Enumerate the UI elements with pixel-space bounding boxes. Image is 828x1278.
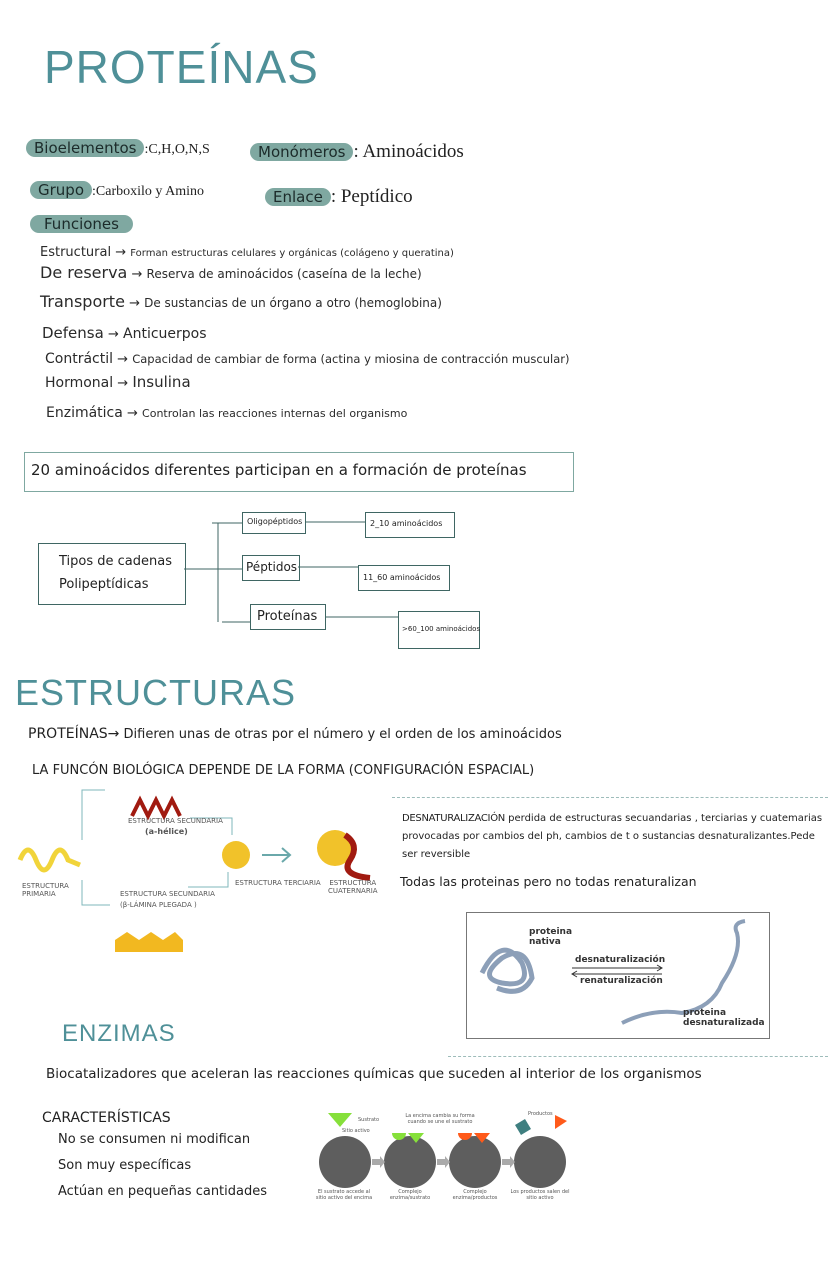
funcion-name: Enzimática — [46, 405, 123, 421]
label-terciaria: ESTRUCTURA TERCIARIA — [235, 879, 321, 887]
funcion-item — [42, 324, 207, 342]
grupo-label: Grupo — [30, 181, 92, 199]
label-primaria: ESTRUCTURA PRIMARIA — [22, 882, 69, 898]
arrow-icon: → — [131, 267, 143, 282]
funcion-name: Contráctil — [45, 351, 114, 367]
funcion-name: De reserva — [40, 263, 128, 282]
funcion-desc: Insulina — [132, 373, 191, 391]
funcion-item — [46, 405, 407, 421]
proteinas-desc: Difieren unas de otras por el número y el orden de los aminoácidos — [123, 727, 562, 742]
caracteristica-item: No se consumen ni modifican — [58, 1132, 251, 1147]
caption: Complejo enzima/productos — [452, 1189, 498, 1201]
branch-proteinas — [250, 604, 326, 630]
funcion-name: Estructural — [40, 245, 112, 260]
cadenas-root-line2: Polipeptídicas — [59, 577, 149, 592]
funcion-item — [45, 351, 569, 367]
caracteristica-item: Son muy específicas — [58, 1158, 192, 1173]
arrow-icon: → — [117, 352, 129, 367]
label-sitio-activo: Sitio activo — [342, 1128, 370, 1134]
funcion-item — [40, 245, 454, 260]
funcion-desc: Anticuerpos — [123, 326, 207, 342]
label-sustrato: Sustrato — [358, 1117, 380, 1123]
arrow-icon: → — [117, 376, 129, 391]
caption: Los productos salen del sitio activo — [510, 1189, 570, 1201]
range-label: >60_100 aminoácidos — [402, 625, 481, 633]
funcion-item — [40, 292, 442, 311]
label-nativa: proteina nativa — [529, 927, 573, 947]
monomeros-value: : Aminoácidos — [353, 141, 464, 162]
funcion-desc: Capacidad de cambiar de forma (actina y miosina de contracción muscular) — [132, 352, 570, 366]
primaria-shape — [20, 850, 80, 870]
funcion-item — [40, 263, 422, 282]
label-beta: ESTRUCTURA SECUNDARIA — [120, 890, 215, 898]
funcion-desc: Forman estructuras celulares y orgánicas (colágeno y queratina) — [130, 248, 454, 259]
label-cambio: La encima cambia su forma cuando se une el sustrato — [405, 1113, 475, 1125]
arrow-icon — [262, 848, 290, 862]
funcion-name: Defensa — [42, 324, 104, 342]
enzimas-title: ENZIMAS — [62, 1020, 176, 1047]
caption: Complejo enzima/sustrato — [389, 1189, 431, 1201]
enlace-label: Enlace — [265, 188, 331, 206]
estructuras-line1 — [28, 726, 562, 742]
estructuras-title: ESTRUCTURAS — [15, 672, 297, 713]
label-alfa: ESTRUCTURA SECUNDARIA — [128, 817, 223, 825]
bioelementos-label: Bioelementos — [26, 139, 144, 157]
enzimas-definition: Biocatalizadores que aceleran las reacciones químicas que suceden al interior de los organismos — [46, 1066, 702, 1082]
funcion-desc: De sustancias de un órgano a otro (hemoglobina) — [144, 296, 442, 310]
grupo — [30, 180, 204, 200]
funcion-item — [45, 373, 191, 391]
range-oligopeptidos — [365, 512, 455, 538]
caracteristicas-title: CARACTERÍSTICAS — [42, 1110, 171, 1126]
branch-peptidos — [242, 555, 300, 581]
desnaturalizacion-term: DESNATURALIZACIÓN — [402, 813, 505, 824]
bioelementos-value: :C,H,O,N,S — [144, 142, 210, 157]
funciones-label: Funciones — [30, 215, 133, 233]
alfa-helix-shape — [132, 800, 180, 816]
desnaturalizacion-text — [402, 810, 826, 864]
monomeros — [250, 141, 464, 163]
branch-label: Proteínas — [257, 609, 318, 624]
proteinas-label: PROTEÍNAS→ — [28, 726, 120, 742]
desnaturalizacion-figure — [466, 912, 770, 1039]
arrow-icon: → — [126, 406, 138, 421]
label-desnaturalizada: proteina desnaturalizada — [683, 1008, 765, 1028]
estructuras-line2: LA FUNCÓN BIOLÓGICA DEPENDE DE LA FORMA (CONFIGURACIÓN ESPACIAL) — [32, 763, 535, 778]
branch-label: Péptidos — [246, 560, 298, 574]
grupo-value: :Carboxilo y Amino — [92, 184, 204, 199]
funcion-desc: Reserva de aminoácidos (caseína de la leche) — [146, 267, 422, 281]
arrow-icon: → — [129, 296, 140, 311]
arrow-icon: → — [107, 327, 119, 342]
label-beta-sub: (β-LÁMINA PLEGADA ) — [120, 901, 197, 909]
monomeros-label: Monómeros — [250, 143, 353, 161]
label-cuaternaria: ESTRUCTURA CUATERNARIA — [328, 879, 378, 895]
range-proteinas — [398, 611, 480, 649]
label-renaturalizacion: renaturalización — [580, 976, 663, 986]
range-label: 11_60 aminoácidos — [363, 573, 441, 582]
enlace-value: : Peptídico — [330, 186, 413, 207]
beta-sheet-shape — [115, 932, 183, 952]
label-desnaturalizacion: desnaturalización — [575, 955, 666, 965]
branch-oligopeptidos — [242, 512, 306, 534]
enlace — [265, 186, 413, 208]
cadenas-root — [38, 543, 186, 605]
desnaturalizacion-desc: perdida de estructuras secuandarias , terciarias y cuatemarias provocadas por cambios del ph, cambios de t o sustancias desnaturalizantes.Pede ser reversible — [402, 813, 823, 860]
funcion-name: Hormonal — [45, 375, 114, 391]
branch-label: Oligopéptidos — [247, 517, 303, 526]
label-productos: Productos — [528, 1111, 553, 1117]
desnaturalizacion-note: Todas las proteinas pero no todas renaturalizan — [400, 874, 697, 889]
label-alfa-sub: (a-hélice) — [145, 827, 188, 836]
funcion-name: Transporte — [40, 292, 125, 311]
cadenas-root-line1: Tipos de cadenas — [59, 554, 172, 569]
funcion-desc: Controlan las reacciones internas del organismo — [142, 407, 408, 420]
funciones-heading — [30, 214, 133, 234]
range-peptidos — [358, 565, 450, 591]
note-text: 20 aminoácidos diferentes participan en a formación de proteínas — [31, 461, 527, 479]
bioelementos — [26, 138, 210, 158]
note-box — [24, 452, 574, 492]
page-title: PROTEÍNAS — [44, 41, 319, 93]
divider — [392, 797, 828, 798]
arrow-icon: → — [115, 245, 127, 260]
divider — [448, 1056, 828, 1057]
range-label: 2_10 aminoácidos — [370, 519, 443, 528]
caption: El sustrato accede al sitio activo del encima — [315, 1189, 373, 1201]
terciaria-shape — [222, 841, 250, 869]
caracteristica-item: Actúan en pequeñas cantidades — [58, 1184, 268, 1199]
